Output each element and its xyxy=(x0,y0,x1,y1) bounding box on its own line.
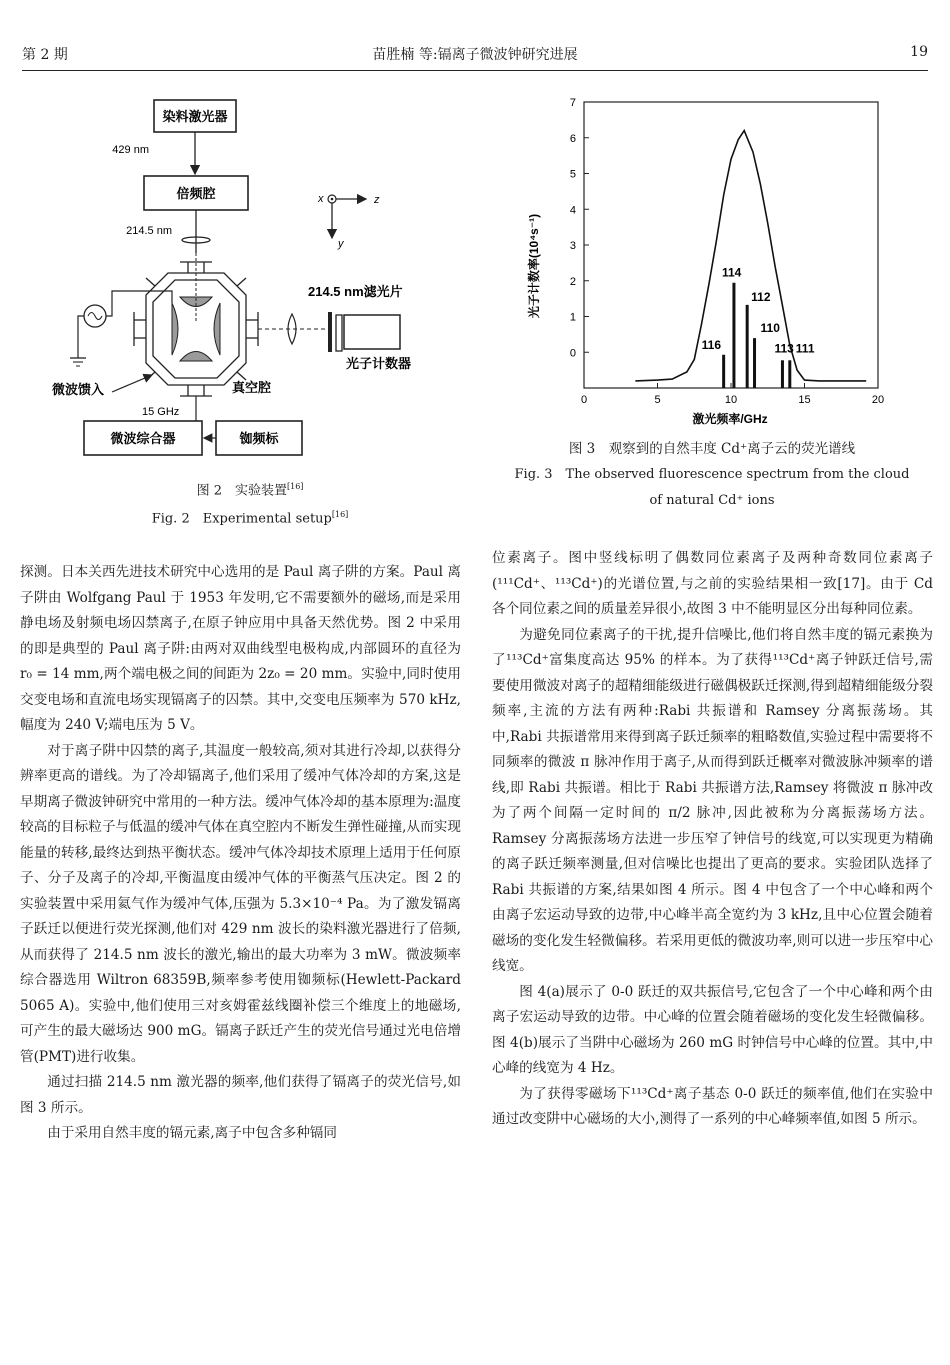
y-tick-label: 0 xyxy=(569,347,576,360)
axis-y-label: y xyxy=(338,238,344,250)
fig3-caption-en-1: Fig. 3 The observed fluorescence spectrum from the cloud xyxy=(514,467,910,482)
rubidium-standard-label: 铷频标 xyxy=(239,431,279,446)
isotope-label-113: 113 xyxy=(774,341,794,356)
filter-plate xyxy=(328,312,332,352)
isotope-label-114: 114 xyxy=(721,265,742,280)
isotope-label-111: 111 xyxy=(795,341,815,356)
x-tick-label: 5 xyxy=(654,394,661,406)
fig2-setup-diagram xyxy=(40,90,460,470)
fig2-caption-cn: 图 2 实验装置[16] xyxy=(196,482,304,499)
y-axis-title: 光子计数率(10⁴s⁻¹) xyxy=(527,213,541,319)
y-tick-label: 5 xyxy=(569,168,576,181)
fig2-caption-en: Fig. 2 Experimental setup[16] xyxy=(151,510,349,527)
y-tick-label: 7 xyxy=(569,97,576,109)
body-column-right xyxy=(492,546,933,1133)
endcap-electrode-right xyxy=(214,303,220,355)
paragraph: 为避免同位素离子的干扰,提升信噪比,他们将自然丰度的镉元素换为了¹¹³Cd⁺富集度高达 95% 的样本。为了获得¹¹³Cd⁺离子钟跃迁信号,需要使用微波对离子的超精细能级进行磁偶极跃迁探测,得到超精细能级分裂频率,主流的方法有两种:Rabi 共振谱和 Ramsey 分离振荡场。其中,Rabi 共振谱常用来得到离子跃迁频率的粗略数值,实验过程中需要将不同频率的微波 π 脉冲作用于离子,从而得到跃迁概率对微波脉冲频率的谱线,即 Rabi 共振谱。相比于 Rabi 共振谱方法,Ramsey 将微波 π 脉冲改为了两个间隔一定时间的 π/2 脉冲,因此被称为分离振荡场方法。Ramsey 分离振荡场方法进一步压窄了钟信号的线宽,可以实现更为精确的离子跃迁频率测量,但对信噪比也提出了更高的要求。实验团队选择了 Rabi 共振谱的方案,结果如图 4 所示。图 4 中包含了一个中心峰和两个由离子宏运动导致的边带,中心峰半高全宽约为 3 kHz,且中心位置会随着磁场的变化发生轻微偏移。若采用更低的微波功率,则可以进一步压窄中心线宽。 xyxy=(492,626,933,974)
y-tick-label: 4 xyxy=(569,204,576,217)
paragraph: 位素离子。图中竖线标明了偶数同位素离子及两种奇数同位素离子(¹¹¹Cd⁺、¹¹³Cd⁺)的光谱位置,与之前的实验结果相一致[17]。由于 Cd 各个同位素之间的质量差异很小,故图 3 中不能明显区分出每种同位素。 xyxy=(492,550,933,617)
isotope-label-116: 116 xyxy=(701,337,722,352)
filter-label: 214.5 nm滤光片 xyxy=(308,284,403,299)
paragraph: 为了获得零磁场下¹¹³Cd⁺离子基态 0-0 跃迁的频率值,他们在实验中通过改变阱中心磁场的大小,测得了一系列的中心峰频率值,如图 5 所示。 xyxy=(492,1085,933,1127)
axis-x-label: x xyxy=(318,193,324,205)
fig3-caption-cn: 图 3 观察到的自然丰度 Cd⁺离子云的荧光谱线 xyxy=(568,441,856,457)
microwave-synthesizer-label: 微波综合器 xyxy=(110,431,176,446)
photon-counter-label: 光子计数器 xyxy=(346,356,412,371)
running-title: 苗胜楠 等:镉离子微波钟研究进展 xyxy=(372,47,578,63)
ring-electrode-bottom xyxy=(180,352,212,362)
vacuum-chamber-label: 真空腔 xyxy=(232,380,272,395)
x-axis-title: 激光频率/GHz xyxy=(692,412,768,426)
x-tick-label: 20 xyxy=(871,394,885,406)
x-tick-label: 0 xyxy=(580,394,588,406)
fig3-fluorescence-chart xyxy=(520,88,920,438)
y-tick-label: 3 xyxy=(569,240,576,252)
fluorescence-curve xyxy=(635,131,866,381)
y-tick-label: 2 xyxy=(569,275,576,288)
isotope-label-110: 110 xyxy=(760,321,780,336)
doubling-cavity-label: 倍频腔 xyxy=(176,186,216,201)
wavelength-2145: 214.5 nm xyxy=(126,225,172,237)
fig3-caption-en-2: of natural Cd⁺ ions xyxy=(649,493,775,508)
axis-z-label: z xyxy=(374,194,380,206)
x-tick-label: 15 xyxy=(798,394,811,406)
paragraph: 由于采用自然丰度的镉元素,离子中包含多种镉同 xyxy=(47,1125,337,1141)
x-tick-label: 10 xyxy=(724,394,738,406)
paragraph: 通过扫描 214.5 nm 激光器的频率,他们获得了镉离子的荧光信号,如图 3 所示。 xyxy=(20,1074,461,1116)
wavelength-429: 429 nm xyxy=(112,144,149,156)
y-tick-label: 1 xyxy=(569,311,576,324)
frequency-15ghz: 15 GHz xyxy=(142,406,180,418)
paragraph: 探测。日本关西先进技术研究中心选用的是 Paul 离子阱的方案。Paul 离子阱由 Wolfgang Paul 于 1953 年发明,它不需要额外的磁场,而是采用静电场及射频电场囚禁离子,在原子钟应用中具备天然优势。图 2 中采用的即是典型的 Paul 离子阱:由两对双曲线型电极构成,内部圆环的直径为 r₀ = 14 mm,两个端电极之间的间距为 2z₀ = 20 mm。实验中,同时使用交变电场和直流电场实现镉离子的囚禁。其中,交变电压频率为 570 kHz,幅度为 240 V;端电压为 5 V。 xyxy=(20,564,461,733)
y-tick-label: 6 xyxy=(569,132,576,145)
page-number: 19 xyxy=(910,44,928,60)
issue-number: 第 2 期 xyxy=(22,47,68,63)
microwave-feed-label: 微波馈入 xyxy=(52,382,105,397)
dye-laser-label: 染料激光器 xyxy=(162,109,228,124)
paragraph: 图 4(a)展示了 0-0 跃迁的双共振信号,它包含了一个中心峰和两个由离子宏运动导致的边带。中心峰的位置会随着磁场的变化发生轻微偏移。图 4(b)展示了当阱中心磁场为 260 mG 时钟信号中心峰的位置。其中,中心峰的线宽为 4 Hz。 xyxy=(492,983,933,1076)
endcap-electrode-left xyxy=(172,303,178,355)
isotope-label-112: 112 xyxy=(751,289,771,304)
photon-counter-box xyxy=(344,315,400,349)
body-column-left xyxy=(20,560,461,1147)
header-rule xyxy=(22,70,928,71)
paragraph: 对于离子阱中囚禁的离子,其温度一般较高,须对其进行冷却,以获得分辨率更高的谱线。为了冷却镉离子,他们采用了缓冲气体冷却的方案,这是早期离子微波钟研究中常用的一种方法。缓冲气体冷却的基本原理为:温度较高的目标粒子与低温的缓冲气体在真空腔内不断发生弹性碰撞,从而实现能量的转移,最终达到热平衡状态。缓冲气体冷却技术原理上适用于任何原子、分子及离子的冷却,平衡温度由缓冲气体的平衡蒸气压决定。图 2 的实验装置中采用氦气作为缓冲气体,压强为 5.3×10⁻⁴ Pa。为了激发镉离子跃迁以便进行荧光探测,他们对 429 nm 波长的染料激光器进行了倍频,从而获得了 214.5 nm 波长的激光,输出的最大功率为 3 mW。微波频率综合器选用 Wiltron 68359B,频率参考使用铷频标(Hewlett-Packard 5065 A)。实验中,他们使用三对亥姆霍兹线圈补偿三个维度上的地磁场,可产生的最大磁场达 900 mG。镉离子跃迁产生的荧光信号通过光电倍增管(PMT)进行收集。 xyxy=(20,742,461,1065)
plot-frame xyxy=(584,102,878,388)
vacuum-chamber xyxy=(134,262,258,396)
